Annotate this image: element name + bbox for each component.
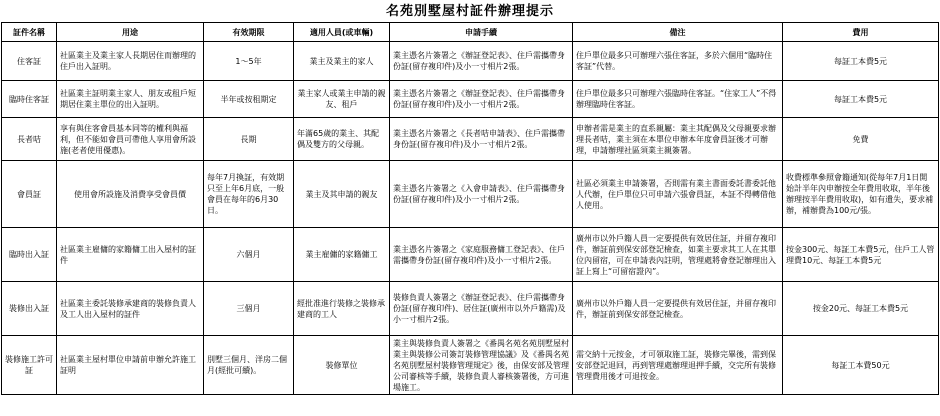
header-remarks: 備注 (573, 23, 783, 42)
cell-applicants: 業主雇傭的家籍傭工 (294, 228, 390, 282)
cell-remarks: 需交納十元按金，才可領取施工証，裝修完畢後，需到保安部登記退回，再到管理處辦理退押手續，交完所有裝修管理費用後才可退按金。 (573, 336, 783, 395)
cell-purpose: 社區業主証明業主家人、朋友或租戶短期居住業主單位的出入証明。 (57, 81, 204, 118)
table-row (2, 228, 939, 282)
header-fee: 費用 (783, 23, 939, 42)
cell-validity: 每年7月換証，有效期只至上年6月底，一般會員在每年的6月30日。 (204, 161, 294, 228)
cell-purpose: 社區業主雇傭的家籍傭工出入屋村的証件 (57, 228, 204, 282)
cell-applicants: 業主及其申請的親友 (294, 161, 390, 228)
page-title: 名苑別墅屋村証件辦理提示 (385, 4, 554, 19)
cell-purpose: 使用會所設施及消費享受會員價 (57, 161, 204, 228)
header-procedure: 申請手續 (390, 23, 573, 42)
cell-purpose: 社區業主及業主家人長期居住而辦理的住戶出入証明。 (57, 42, 204, 81)
cell-name: 臨時出入証 (2, 228, 57, 282)
table-row (2, 118, 939, 161)
cell-remarks: 住戶單位最多只可辦理六張臨時住客証。“住家工人”不得辦理臨時住客証。 (573, 81, 783, 118)
cell-remarks: 社區必須業主申請簽署，否則需有業主書面委託書委託他人代辦，住戶單位只可申請六張會員証，本証不得轉借他人使用。 (573, 161, 783, 228)
cell-applicants: 業主及業主的家人 (294, 42, 390, 81)
cell-validity: 半年或按租期定 (204, 81, 294, 118)
header-name: 証件名稱 (2, 23, 57, 42)
cell-fee: 免費 (783, 118, 939, 161)
cell-purpose: 社區業主屋村單位申請前申辦允許施工証明 (57, 336, 204, 395)
cell-validity: 三個月 (204, 282, 294, 336)
cell-fee: 按金20元、每証工本費5元 (783, 282, 939, 336)
certificate-table (1, 22, 939, 395)
cell-purpose: 享有與住客會員基本同等的權利與福利，但不能如會員可帶他人享用會所設施(老者使用優惠)。 (57, 118, 204, 161)
table-row (2, 42, 939, 81)
cell-fee: 每証工本費5元 (783, 81, 939, 118)
cell-validity: 六個月 (204, 228, 294, 282)
cell-validity: 1～5年 (204, 42, 294, 81)
cell-procedure: 業主憑名片簽署之《辦証登記表》、住戶需攜帶身份証(留存複印件)及小一寸相片2張。 (390, 42, 573, 81)
cell-validity: 長期 (204, 118, 294, 161)
table-row (2, 81, 939, 118)
cell-applicants: 業主家人或業主申請的親友、租戶 (294, 81, 390, 118)
cell-name: 住客証 (2, 42, 57, 81)
cell-name: 臨時住客証 (2, 81, 57, 118)
cell-applicants: 年滿65歲的業主、其配偶及雙方的父母親。 (294, 118, 390, 161)
cell-applicants: 裝修單位 (294, 336, 390, 395)
cell-fee: 收費標準參照會籍通知(從每年7月1日開始計半年內申辦按全年費用收取，半年後辦理按半年費用收取)，如有遺失，要求補辦，補辦費為100元/張。 (783, 161, 939, 228)
cell-name: 會員証 (2, 161, 57, 228)
cell-name: 裝修出入証 (2, 282, 57, 336)
header-applicants: 適用人員(或車輛) (294, 23, 390, 42)
table-row (2, 161, 939, 228)
cell-fee: 每証工本費5元 (783, 42, 939, 81)
cell-procedure: 業主憑名片簽署之《長者咭申請表》、住戶需攜帶身份証(留存複印件)及小一寸相片2張。 (390, 118, 573, 161)
cell-fee: 每証工本費50元 (783, 336, 939, 395)
cell-name: 裝修施工許可証 (2, 336, 57, 395)
table-header-row (2, 23, 939, 42)
cell-name: 長者咭 (2, 118, 57, 161)
cell-remarks: 廣州市以外戶籍人員一定要提供有效居住証，并留存複印件，辦証前到保安部登記檢查。 (573, 282, 783, 336)
header-validity: 有效期限 (204, 23, 294, 42)
cell-procedure: 業主與裝修負責人簽署之《番禺名苑名苑別墅屋村業主與裝修公司簽訂裝修管理協議》及《番禺名苑名苑別墅屋村裝修管理規定》後，由保安部及管理公司審核等手續，裝修負責人審核簽署後，方可進場施工。 (390, 336, 573, 395)
cell-applicants: 經批准進行裝修之裝修承建商的工人 (294, 282, 390, 336)
cell-procedure: 業主憑名片簽署之《辦証登記表》、住戶需攜帶身份証(留存複印件)及小一寸相片2張。 (390, 81, 573, 118)
cell-validity: 別墅三個月、洋房二個月(經批可續)。 (204, 336, 294, 395)
table-row (2, 336, 939, 395)
cell-remarks: 廣州市以外戶籍人員一定要提供有效居住証，并留存複印件，辦証前到保安部登記檢查，如業主要求其工人在其單位內留宿，可在申請表內註明，管理處將會登記辦理出入証上寫上“可留宿證內”。 (573, 228, 783, 282)
cell-remarks: 住戶單位最多只可辦理六張住客証，多於六個用“臨時住客証”代替。 (573, 42, 783, 81)
cell-procedure: 業主憑名片簽署之《入會申請表》、住戶需攜帶身份証(留存複印件)及小一寸相片2張。 (390, 161, 573, 228)
cell-procedure: 業主憑名片簽署之《家庭服務傭工登記表》、住戶需攜帶身份証(留存複印件)及小一寸相片2張。 (390, 228, 573, 282)
cell-purpose: 社區業主委託裝修承建商的裝修負責人及工人出入屋村的証件 (57, 282, 204, 336)
cell-remarks: 申辦者需是業主的直系親屬：業主其配偶及父母親要求辦理長者咭，業主須在本單位申辦本年度會員証後才可辦理，申請辦理社區須業主親簽署。 (573, 118, 783, 161)
header-purpose: 用途 (57, 23, 204, 42)
table-row (2, 282, 939, 336)
cell-fee: 按金300元、每証工本費5元，住戶工人管理費10元、每証工本費5元 (783, 228, 939, 282)
cell-procedure: 裝修負責人簽署之《辦証登記表》、住戶需攜帶身份証(留存複印件)、居住証(廣州市以外戶籍需)及小一寸相片2張。 (390, 282, 573, 336)
